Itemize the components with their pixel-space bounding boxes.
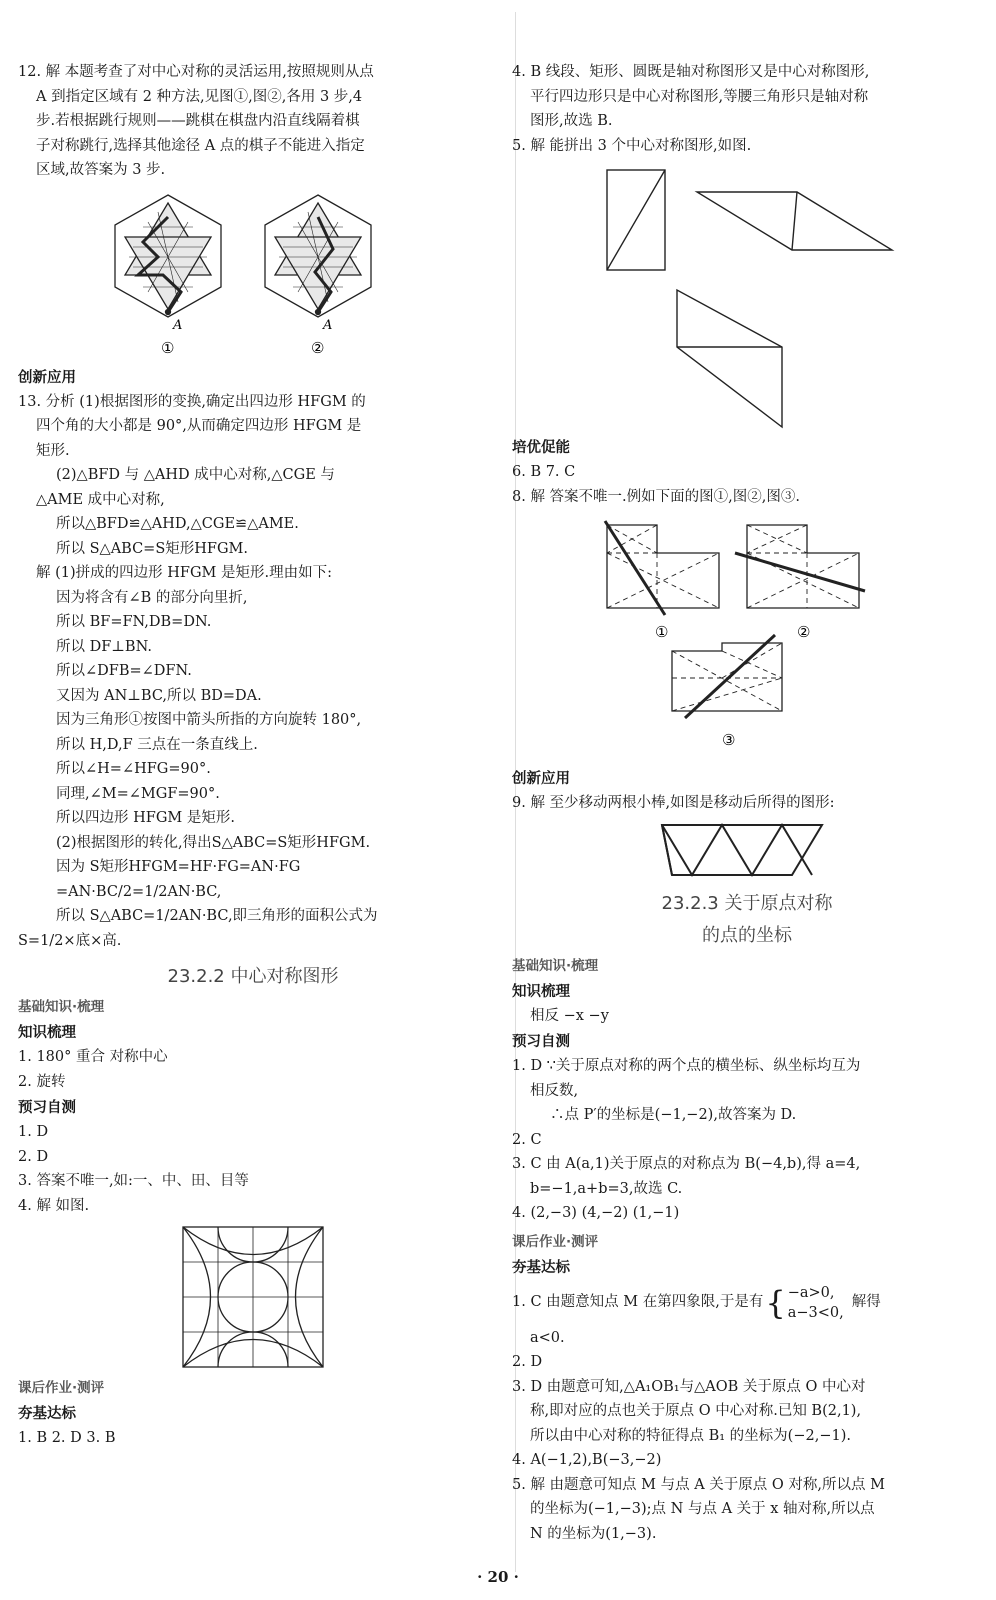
text-line: 2. C xyxy=(512,1131,542,1148)
text-line: S=1/2×底×高. xyxy=(18,932,122,949)
text-line: 步.若根据跳行规则——跳棋在棋盘内沿直线隔着棋 xyxy=(36,113,360,129)
text-line: 相反数, xyxy=(530,1082,579,1099)
subheading: 预习自测 xyxy=(18,1100,76,1116)
text-line: 1. D ∵关于原点对称的两个点的横坐标、纵坐标均互为 xyxy=(512,1058,861,1074)
text-line: 矩形. xyxy=(36,442,70,459)
text-line: 所以 S△ABC=S矩形HFGM. xyxy=(56,540,249,557)
band-label: 课后作业·测评 xyxy=(18,1380,105,1396)
subheading: 知识梳理 xyxy=(18,1025,76,1041)
text-line: 6. B 7. C xyxy=(512,464,576,480)
text-line: 所以 H,D,F 三点在一条直线上. xyxy=(56,736,258,753)
text-line: 所以△BFD≌△AHD,△CGE≌△AME. xyxy=(56,516,299,532)
text-line: 称,即对应的点也关于原点 O 中心对称.已知 B(2,1), xyxy=(530,1403,862,1419)
section-label-innov: 创新应用 xyxy=(512,771,570,787)
band-label: 基础知识·梳理 xyxy=(18,999,105,1015)
q13-solution xyxy=(18,561,488,953)
section-heading-23-2-2: 23.2.2 中心对称图形 xyxy=(167,966,339,987)
text-line: 解 (1)拼成的四边形 HFGM 是矩形.理由如下: xyxy=(36,565,332,581)
matchstick-triangles-figure xyxy=(657,820,837,880)
text-line: 的坐标为(−1,−3);点 N 与点 A 关于 x 轴对称,所以点 xyxy=(530,1501,875,1517)
text-line: (2)根据图形的转化,得出S△ABC=S矩形HFGM. xyxy=(56,834,371,851)
text-line: 又因为 AN⊥BC,所以 BD=DA. xyxy=(56,687,262,704)
text-line: 3. C 由 A(a,1)关于原点的对称点为 B(−4,b),得 a=4, xyxy=(512,1156,861,1172)
text-line: 2. D xyxy=(18,1148,49,1165)
inequality-system xyxy=(788,1283,844,1323)
text-line: 所以 S△ABC=1/2AN·BC,即三角形的面积公式为 xyxy=(56,908,378,924)
text-line: b=−1,a+b=3,故选 C. xyxy=(530,1180,683,1197)
text-line: 因为将含有∠B 的部分向里折, xyxy=(56,589,248,606)
fig8-label-1: ① xyxy=(655,623,669,641)
inequality-2: a−3<0, xyxy=(787,1304,844,1321)
text-line: A 到指定区域有 2 种方法,见图①,图②,各用 3 步,4 xyxy=(36,88,363,105)
text-line: 所以∠H=∠HFG=90°. xyxy=(56,761,211,777)
text-line: 4. (2,−3) (4,−2) (1,−1) xyxy=(512,1205,680,1221)
text-line: 图形,故选 B. xyxy=(530,113,613,129)
text-line: 9. 解 至少移动两根小棒,如图是移动后所得的图形: xyxy=(512,795,835,811)
text-line: 1. C 由题意知点 M 在第四象限,于是有 xyxy=(512,1294,764,1311)
text-line: 所以 DF⊥BN. xyxy=(56,638,152,655)
text-line: 1. D xyxy=(18,1124,49,1140)
fig8-label-2: ② xyxy=(797,623,811,641)
subheading: 夯基达标 xyxy=(18,1406,76,1422)
section-label-adv: 培优促能 xyxy=(512,440,570,456)
central-symmetry-shapes-figure xyxy=(597,162,897,432)
text-line: 所以 BF=FN,DB=DN. xyxy=(56,614,212,630)
text-line: 因为 S矩形HFGM=HF·FG=AN·FG xyxy=(56,859,301,875)
brace-glyph: { xyxy=(765,1283,786,1322)
cut-shapes-figure xyxy=(597,513,897,763)
text-line: 所以∠DFB=∠DFN. xyxy=(56,663,192,679)
subheading: 夯基达标 xyxy=(512,1259,570,1276)
fig-label-1: ① xyxy=(161,338,175,357)
fig8-label-3: ③ xyxy=(722,731,736,749)
text-line: 4. 解 如图. xyxy=(18,1197,90,1214)
text-line: 1. B 2. D 3. B xyxy=(18,1430,116,1446)
page-number: · 20 · xyxy=(477,1568,519,1586)
text-line: =AN·BC/2=1/2AN·BC, xyxy=(56,883,222,900)
text-line: 四个角的大小都是 90°,从而确定四边形 HFGM 是 xyxy=(36,418,362,434)
text-line: 同理,∠M=∠MGF=90°. xyxy=(56,785,220,802)
text-line: 13. 分析 (1)根据图形的变换,确定出四边形 HFGM 的 xyxy=(18,393,366,410)
text-line: N 的坐标为(1,−3). xyxy=(530,1525,657,1542)
fig-label-2: ② xyxy=(311,338,325,357)
text-line: 2. D xyxy=(512,1354,543,1370)
text-line: (2)△BFD 与 △AHD 成中心对称,△CGE 与 xyxy=(56,467,335,483)
text-line: 相反 −x −y xyxy=(530,1007,609,1024)
subheading: 预习自测 xyxy=(512,1034,570,1050)
text-line: 2. 旋转 xyxy=(18,1073,66,1090)
fig-label-a1: A xyxy=(173,317,183,333)
text-line: 平行四边形只是中心对称图形,等腰三角形只是轴对称 xyxy=(530,88,869,105)
text-line: 5. 解 能拼出 3 个中心对称图形,如图. xyxy=(512,137,752,154)
band-label: 基础知识·梳理 xyxy=(512,957,599,974)
subheading: 知识梳理 xyxy=(512,983,570,1000)
right-column xyxy=(512,60,982,1546)
text-line: 区域,故答案为 3 步. xyxy=(36,162,166,178)
left-column xyxy=(18,60,488,1451)
q13-analysis xyxy=(18,390,488,562)
section-heading-23-2-3-line2: 的点的坐标 xyxy=(702,924,792,946)
text-line: △AME 成中心对称, xyxy=(36,491,165,508)
fig-label-a2: A xyxy=(323,317,333,333)
text-line: 8. 解 答案不唯一.例如下面的图①,图②,图③. xyxy=(512,488,800,505)
band-label: 课后作业·测评 xyxy=(512,1233,599,1250)
inequality-1: −a>0, xyxy=(787,1284,835,1301)
section-label-innov: 创新应用 xyxy=(18,369,76,386)
q12-block xyxy=(18,60,488,183)
text-line: 3. D 由题意可知,△A₁OB₁与△AOB 关于原点 O 中心对 xyxy=(512,1378,866,1395)
text-line: 所以四边形 HFGM 是矩形. xyxy=(56,810,235,826)
text-line: ∴点 P′的坐标是(−1,−2),故答案为 D. xyxy=(550,1107,797,1123)
text-line: 4. B 线段、矩形、圆既是轴对称图形又是中心对称图形, xyxy=(512,64,870,80)
text-line: 所以由中心对称的特征得点 B₁ 的坐标为(−2,−1). xyxy=(530,1427,851,1444)
section-heading-23-2-3: 23.2.3 关于原点对称 xyxy=(661,892,833,914)
text-line: 因为三角形①按图中箭头所指的方向旋转 180°, xyxy=(56,712,362,728)
text-line: a<0. xyxy=(530,1329,565,1346)
text-line: 1. 180° 重合 对称中心 xyxy=(18,1049,168,1065)
chinese-checkers-figure xyxy=(103,187,403,362)
text-line: 解得 xyxy=(851,1294,881,1311)
symmetric-pattern-figure xyxy=(178,1222,328,1372)
q1-system-line xyxy=(512,1280,982,1326)
text-line: 12. 解 本题考查了对中心对称的灵活运用,按照规则从点 xyxy=(18,64,374,80)
text-line: 4. A(−1,2),B(−3,−2) xyxy=(512,1452,662,1468)
text-line: 子对称跳行,选择其他途径 A 点的棋子不能进入指定 xyxy=(36,137,365,154)
text-line: 3. 答案不唯一,如:一、中、田、目等 xyxy=(18,1173,249,1189)
text-line: 5. 解 由题意可知点 M 与点 A 关于原点 O 对称,所以点 M xyxy=(512,1476,885,1493)
